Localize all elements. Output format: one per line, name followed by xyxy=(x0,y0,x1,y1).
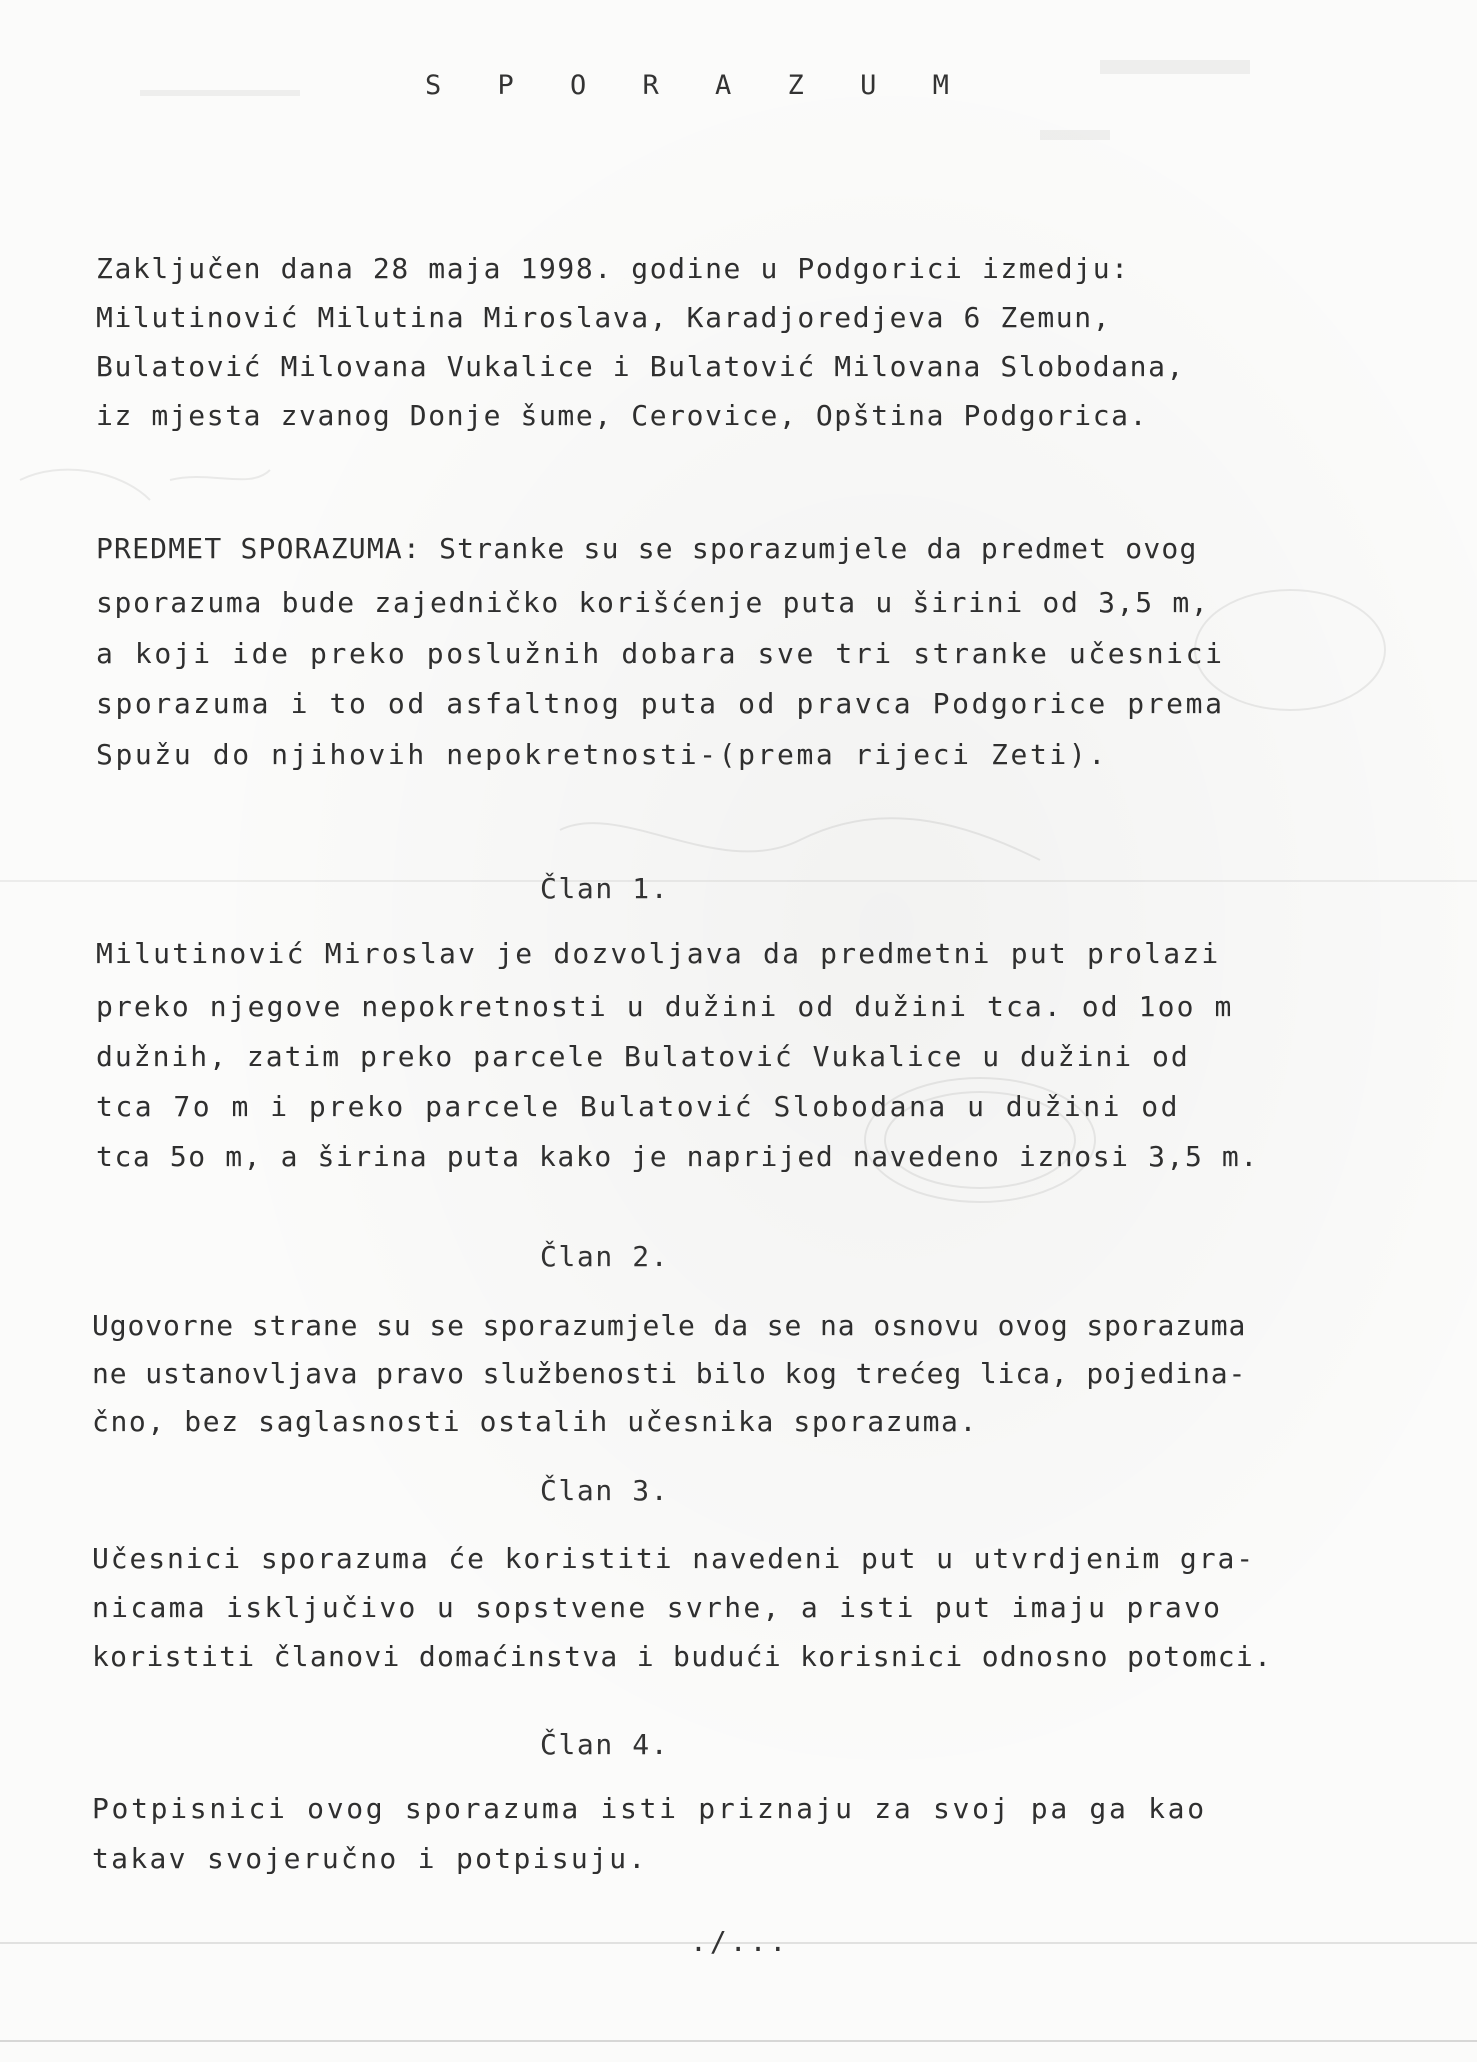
subject-line: a koji ide preko poslužnih dobara sve tri stranke učesnici xyxy=(96,637,1225,670)
intro-line: iz mjesta zvanog Donje šume, Cerovice, Opština Podgorica. xyxy=(96,399,1149,432)
subject-line: sporazuma bude zajedničko korišćenje puta u širini od 3,5 m, xyxy=(96,586,1210,619)
intro-line: Milutinović Milutina Miroslava, Karadjoredjeva 6 Zemun, xyxy=(96,301,1112,334)
subject-line: sporazuma i to od asfaltnog puta od pravca Podgorice prema xyxy=(96,687,1225,720)
article-2-line: čno, bez saglasnosti ostalih učesnika sporazuma. xyxy=(92,1405,978,1438)
intro-line: Zaključen dana 28 maja 1998. godine u Podgorici izmedju: xyxy=(96,252,1130,285)
article-4-heading: Član 4. xyxy=(540,1728,670,1761)
article-1-heading: Član 1. xyxy=(540,872,670,905)
intro-line: Bulatović Milovana Vukalice i Bulatović Milovana Slobodana, xyxy=(96,350,1185,383)
article-4-line: Potpisnici ovog sporazuma isti priznaju za svoj pa ga kao xyxy=(92,1792,1207,1825)
article-3-line: koristiti članovi domaćinstva i budući korisnici odnosno potomci. xyxy=(92,1640,1273,1673)
article-3-line: Učesnici sporazuma će koristiti navedeni put u utvrdjenim gra- xyxy=(92,1542,1255,1575)
article-3-line: nicama isključivo u sopstvene svrhe, a isti put imaju pravo xyxy=(92,1591,1223,1624)
subject-line: PREDMET SPORAZUMA: Stranke su se sporazumjele da predmet ovog xyxy=(96,532,1198,565)
article-1-line: tca 5o m, a širina puta kako je naprijed navedeno iznosi 3,5 m. xyxy=(96,1140,1259,1173)
subject-line: Spužu do njihovih nepokretnosti-(prema rijeci Zeti). xyxy=(96,738,1108,771)
article-1-line: dužnih, zatim preko parcele Bulatović Vukalice u dužini od xyxy=(96,1040,1190,1073)
document-title: S P O R A Z U M xyxy=(425,70,969,101)
article-3-heading: Član 3. xyxy=(540,1474,670,1507)
article-2-heading: Član 2. xyxy=(540,1240,670,1273)
article-1-line: Milutinović Miroslav je dozvoljava da predmetni put prolazi xyxy=(96,937,1221,970)
continuation-mark: ./... xyxy=(690,1925,790,1958)
article-1-line: preko njegove nepokretnosti u dužini od dužini tca. od 1oo m xyxy=(96,990,1234,1023)
article-2-line: Ugovorne strane su se sporazumjele da se na osnovu ovog sporazuma xyxy=(92,1309,1247,1342)
article-1-line: tca 7o m i preko parcele Bulatović Slobodana u dužini od xyxy=(96,1090,1181,1123)
article-2-line: ne ustanovljava pravo službenosti bilo kog trećeg lica, pojedina- xyxy=(92,1357,1247,1390)
article-4-line: takav svojeručno i potpisuju. xyxy=(92,1842,648,1875)
